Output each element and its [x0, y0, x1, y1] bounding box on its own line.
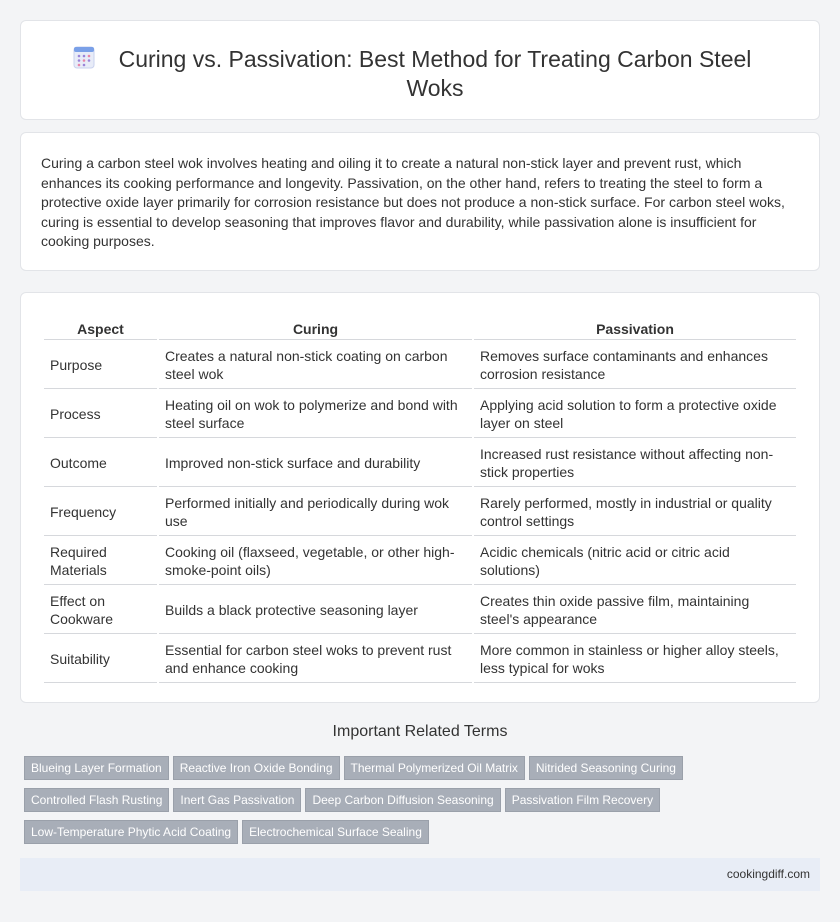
cell-aspect: Required Materials — [44, 538, 157, 585]
table-row — [44, 440, 796, 487]
term-tag[interactable]: Passivation Film Recovery — [505, 788, 660, 812]
cell-curing: Creates a natural non-stick coating on carbon steel wok — [159, 342, 472, 389]
header-aspect: Aspect — [44, 317, 157, 340]
cell-curing: Essential for carbon steel woks to prevent rust and enhance cooking — [159, 636, 472, 683]
cell-passivation: Rarely performed, mostly in industrial or quality control settings — [474, 489, 796, 536]
term-tag[interactable]: Reactive Iron Oxide Bonding — [173, 756, 340, 780]
table-row — [44, 587, 796, 634]
page-title: Curing vs. Passivation: Best Method for Treating Carbon Steel Woks — [118, 46, 752, 101]
cell-aspect: Suitability — [44, 636, 157, 683]
header-passivation: Passivation — [474, 317, 796, 340]
table-row — [44, 636, 796, 683]
term-tag[interactable]: Electrochemical Surface Sealing — [242, 820, 429, 844]
cell-aspect: Frequency — [44, 489, 157, 536]
cell-curing: Builds a black protective seasoning layer — [159, 587, 472, 634]
cell-aspect: Effect on Cookware — [44, 587, 157, 634]
term-tag[interactable]: Nitrided Seasoning Curing — [529, 756, 683, 780]
cell-aspect: Outcome — [44, 440, 157, 487]
term-tag[interactable]: Blueing Layer Formation — [24, 756, 169, 780]
term-tag[interactable]: Thermal Polymerized Oil Matrix — [344, 756, 525, 780]
related-terms-heading: Important Related Terms — [332, 723, 508, 740]
term-tag[interactable]: Controlled Flash Rusting — [24, 788, 169, 812]
title-row — [21, 45, 819, 103]
header-curing: Curing — [159, 317, 472, 340]
footer-site-link[interactable]: cookingdiff.com — [726, 867, 810, 881]
comparison-table-card — [20, 292, 820, 703]
cell-curing: Performed initially and periodically during wok use — [159, 489, 472, 536]
header-card — [20, 20, 820, 120]
footer — [20, 858, 820, 891]
cell-passivation: Removes surface contaminants and enhances corrosion resistance — [474, 342, 796, 389]
table-row — [44, 489, 796, 536]
intro-paragraph: Curing a carbon steel wok involves heating and oiling it to create a natural non-stick layer and prevent rust, which enhances its cooking performance and longevity. Passivation, on the other hand, refers to treating the steel to form a protective oxide layer primarily for corrosion resistance but does not produce a non-stick surface. For carbon steel woks, curing is essential to develop seasoning that improves flavor and durability, while passivation alone is insufficient for cooking purposes. — [41, 155, 785, 250]
intro-card — [20, 132, 820, 271]
term-tag[interactable]: Deep Carbon Diffusion Seasoning — [305, 788, 500, 812]
term-tag[interactable]: Low-Temperature Phytic Acid Coating — [24, 820, 238, 844]
cell-curing: Cooking oil (flaxseed, vegetable, or other high-smoke-point oils) — [159, 538, 472, 585]
cell-aspect: Purpose — [44, 342, 157, 389]
cell-passivation: Increased rust resistance without affecting non-stick properties — [474, 440, 796, 487]
cell-aspect: Process — [44, 391, 157, 438]
cell-curing: Heating oil on wok to polymerize and bond with steel surface — [159, 391, 472, 438]
cell-passivation: Creates thin oxide passive film, maintaining steel's appearance — [474, 587, 796, 634]
table-row — [44, 342, 796, 389]
related-terms-list — [24, 756, 724, 852]
term-tag[interactable]: Inert Gas Passivation — [173, 788, 301, 812]
cell-passivation: Applying acid solution to form a protective oxide layer on steel — [474, 391, 796, 438]
cell-curing: Improved non-stick surface and durability — [159, 440, 472, 487]
table-row — [44, 391, 796, 438]
cell-passivation: More common in stainless or higher alloy steels, less typical for woks — [474, 636, 796, 683]
table-row — [44, 538, 796, 585]
cell-passivation: Acidic chemicals (nitric acid or citric acid solutions) — [474, 538, 796, 585]
table-header-row — [44, 317, 796, 340]
comparison-table — [42, 315, 798, 685]
